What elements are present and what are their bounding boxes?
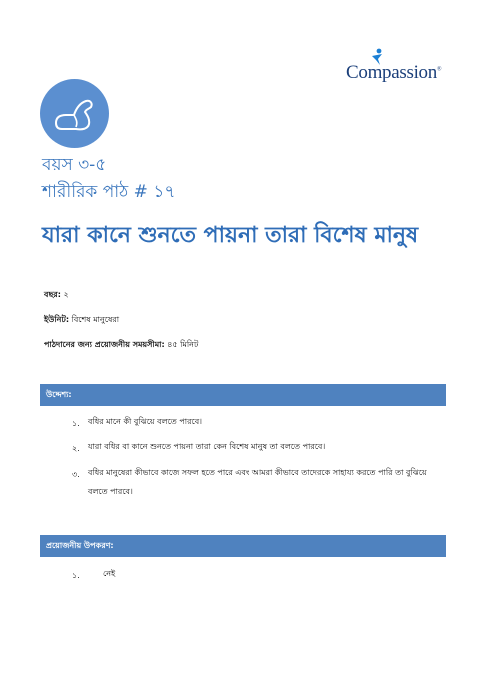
meta-year [44, 289, 69, 302]
age-range-label: বয়স ৩-৫ [42, 155, 107, 175]
objectives-heading: উদ্দেশ্য: [46, 390, 72, 399]
flexed-arm-icon [40, 79, 109, 148]
meta-time [44, 339, 198, 352]
material-number: ১. [72, 571, 80, 580]
objective-number: ১. [72, 419, 80, 428]
year-label: বছর: [44, 290, 61, 299]
unit-label: ইউনিট: [44, 315, 70, 324]
objective-number: ৩. [72, 470, 80, 479]
lesson-number-label: শারীরিক পাঠ # ১৭ [42, 182, 176, 202]
meta-unit [44, 314, 119, 327]
objective-text: যারা বধির বা কানে শুনতে পায়না তারা কেন বিশেষ মানুষ তা বলতে পারবে। [88, 442, 326, 451]
materials-header [40, 535, 446, 557]
objective-number: ২. [72, 444, 80, 453]
objective-text: বধির মানে কী বুঝিয়ে বলতে পারবে। [88, 417, 203, 426]
year-value: ২ [63, 290, 69, 299]
time-value: ৪৫ মিনিট [167, 340, 199, 349]
objective-text-line1: বধির মানুষেরা কীভাবে কাজে সফল হতে পারে এবং আমরা কীভাবে তাদেরকে সাহায্য করতে পারি তা বুঝিয়ে [88, 468, 427, 477]
objective-text-line2: বলতে পারবে। [88, 487, 133, 496]
unit-value: বিশেষ মানুষেরা [71, 315, 120, 324]
time-label: পাঠদানের জন্য প্রয়োজনীয় সময়সীমা: [44, 340, 165, 349]
compassion-logo [346, 48, 446, 88]
lesson-title: যারা কানে শুনতে পায়না তারা বিশেষ মানুষ [42, 223, 419, 248]
logo-registered-mark: ® [436, 66, 442, 73]
materials-heading: প্রয়োজনীয় উপকরণ: [46, 541, 114, 550]
physical-lesson-badge [40, 79, 109, 148]
compassion-wordmark [346, 62, 441, 84]
material-text: নেই [103, 569, 116, 578]
logo-brand-text: Compassion [346, 62, 437, 83]
objectives-header [40, 384, 446, 406]
